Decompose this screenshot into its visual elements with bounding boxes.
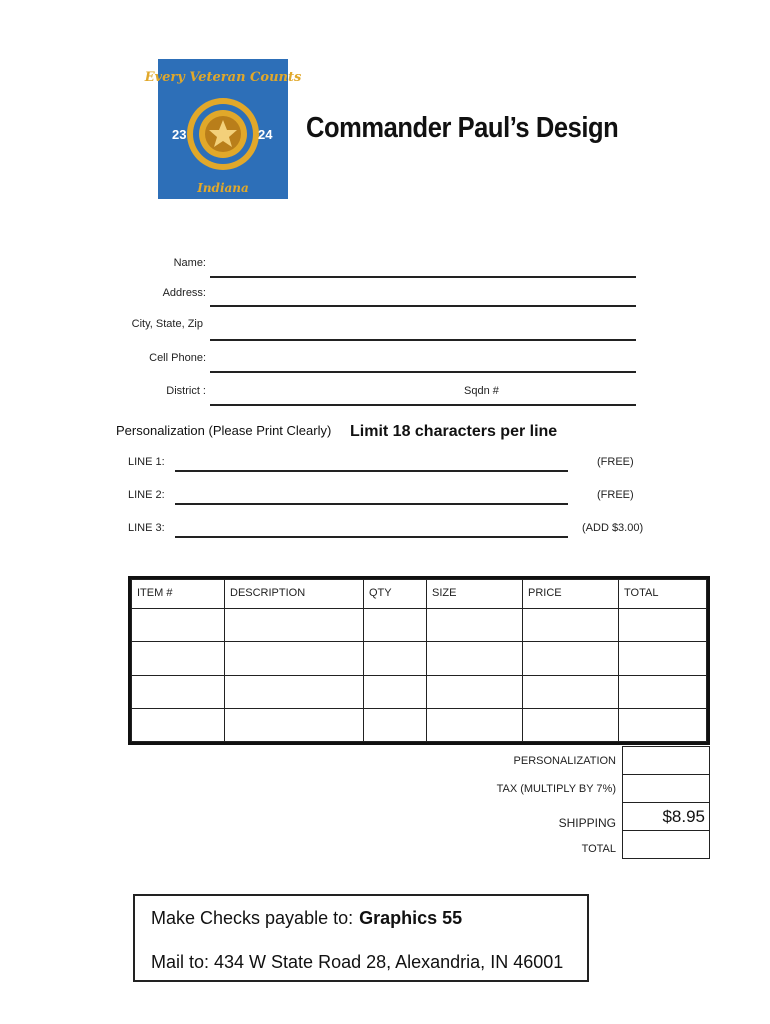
shipping-amount: $8.95	[623, 803, 710, 831]
header-price: PRICE	[523, 580, 619, 609]
district-sqdn-field[interactable]	[210, 404, 636, 406]
header-description: DESCRIPTION	[225, 580, 364, 609]
line-2-note: (FREE)	[597, 489, 634, 501]
personalization-label: Personalization (Please Print Clearly)	[116, 423, 332, 438]
name-field[interactable]	[210, 276, 636, 278]
price-cell[interactable]	[523, 609, 619, 642]
line-3-field[interactable]	[175, 536, 568, 538]
total-cell[interactable]	[619, 609, 707, 642]
summary-table	[622, 746, 710, 859]
cell-phone-field[interactable]	[210, 371, 636, 373]
checks-payable-label: Make Checks payable to:	[151, 908, 354, 928]
size-cell[interactable]	[427, 642, 523, 675]
line-2-label: LINE 2:	[128, 489, 165, 501]
description-cell[interactable]	[225, 675, 364, 708]
price-cell[interactable]	[523, 708, 619, 741]
personalization-summary-label: PERSONALIZATION	[513, 755, 616, 767]
sqdn-label: Sqdn #	[464, 385, 499, 397]
line-2-field[interactable]	[175, 503, 568, 505]
total-label: TOTAL	[581, 843, 616, 855]
size-cell[interactable]	[427, 675, 523, 708]
header-qty: QTY	[364, 580, 427, 609]
total-cell[interactable]	[619, 708, 707, 741]
mail-to-address: Mail to: 434 W State Road 28, Alexandria, IN 46001	[151, 952, 564, 972]
shipping-label: SHIPPING	[558, 816, 616, 830]
line-1-field[interactable]	[175, 470, 568, 472]
address-label: Address:	[162, 287, 206, 299]
total-amount[interactable]	[623, 831, 710, 859]
table-row	[132, 708, 707, 741]
price-cell[interactable]	[523, 642, 619, 675]
city-state-zip-label: City, State, Zip	[131, 318, 203, 330]
tax-amount[interactable]	[623, 775, 710, 803]
line-3-label: LINE 3:	[128, 522, 165, 534]
item-number-cell[interactable]	[132, 708, 225, 741]
logo-right-number: 24	[258, 127, 273, 142]
checks-payee: Graphics 55	[359, 908, 463, 928]
item-number-cell[interactable]	[132, 609, 225, 642]
order-items-table	[128, 576, 710, 745]
size-cell[interactable]	[427, 609, 523, 642]
total-cell[interactable]	[619, 642, 707, 675]
description-cell[interactable]	[225, 609, 364, 642]
logo-left-number: 23	[172, 127, 187, 142]
name-label: Name:	[173, 257, 206, 269]
line-3-note: (ADD $3.00)	[582, 522, 644, 534]
character-limit-note: Limit 18 characters per line	[350, 423, 558, 440]
table-row	[132, 642, 707, 675]
size-cell[interactable]	[427, 708, 523, 741]
qty-cell[interactable]	[364, 675, 427, 708]
payment-instructions	[133, 894, 589, 982]
logo-bottom-text: Indiana	[197, 181, 249, 195]
item-number-cell[interactable]	[132, 642, 225, 675]
checks-payable-line	[151, 908, 462, 929]
qty-cell[interactable]	[364, 609, 427, 642]
description-cell[interactable]	[225, 642, 364, 675]
price-cell[interactable]	[523, 675, 619, 708]
personalization-amount[interactable]	[623, 747, 710, 775]
qty-cell[interactable]	[364, 708, 427, 741]
address-field[interactable]	[210, 305, 636, 307]
line-1-label: LINE 1:	[128, 456, 165, 468]
header-item-number: ITEM #	[132, 580, 225, 609]
header-size: SIZE	[427, 580, 523, 609]
table-row	[132, 609, 707, 642]
total-cell[interactable]	[619, 675, 707, 708]
table-row	[132, 675, 707, 708]
tax-label: TAX (MULTIPLY BY 7%)	[496, 783, 616, 795]
description-cell[interactable]	[225, 708, 364, 741]
logo	[144, 59, 302, 199]
qty-cell[interactable]	[364, 642, 427, 675]
cell-phone-label: Cell Phone:	[149, 352, 206, 364]
logo-top-text: Every Veteran Counts	[144, 70, 302, 85]
item-number-cell[interactable]	[132, 675, 225, 708]
header-total: TOTAL	[619, 580, 707, 609]
city-state-zip-field[interactable]	[210, 339, 636, 341]
district-label: District :	[166, 385, 206, 397]
table-header-row	[132, 580, 707, 609]
line-1-note: (FREE)	[597, 456, 634, 468]
page-title: Commander Paul’s Design	[306, 112, 619, 144]
